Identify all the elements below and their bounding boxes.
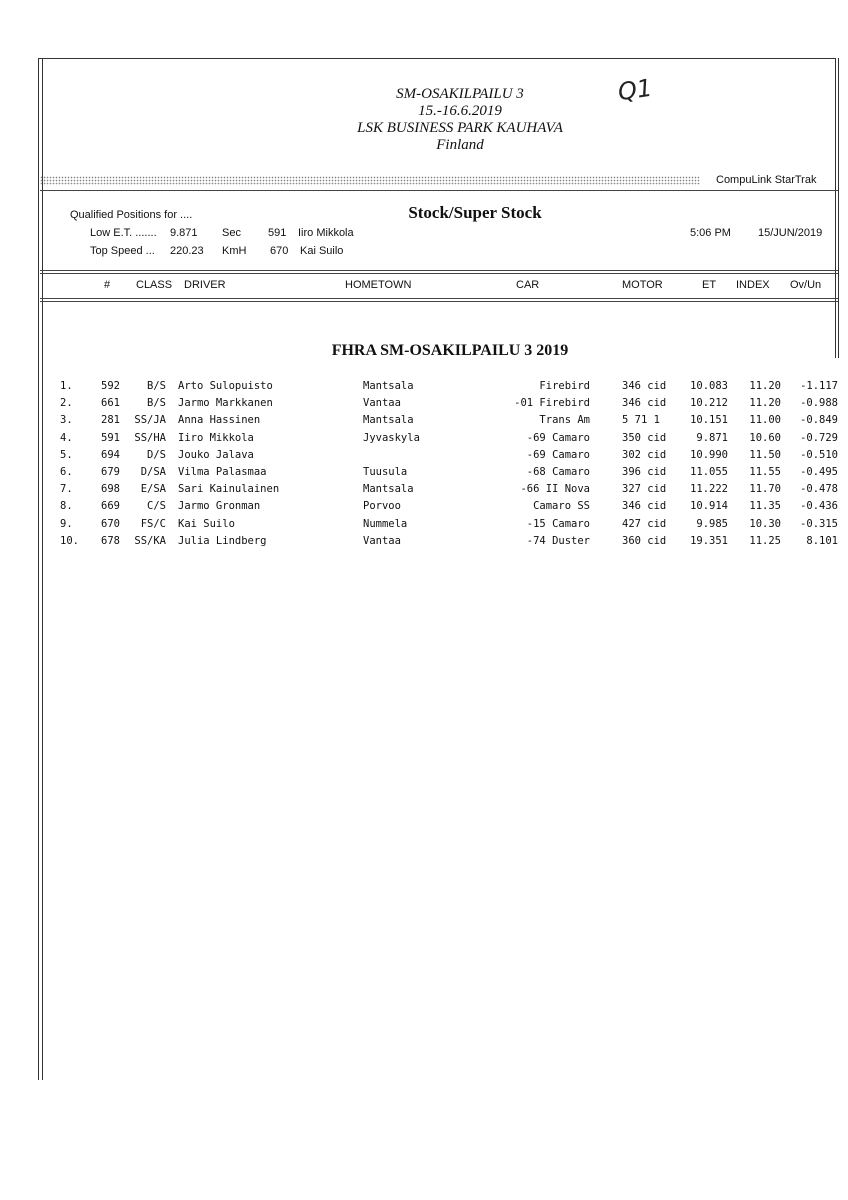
col-header-ovun: Ov/Un bbox=[790, 279, 822, 291]
cell-motor: 5 71 1 bbox=[622, 414, 660, 427]
cell-ovun: -0.478 bbox=[800, 483, 838, 496]
results-table bbox=[0, 380, 848, 552]
cell-driver: Jouko Jalava bbox=[178, 448, 254, 461]
cell-driver: Vilma Palasmaa bbox=[178, 465, 267, 478]
event-country: Finland bbox=[436, 137, 484, 153]
cell-car: Trans Am bbox=[539, 414, 590, 427]
cell-et: 10.151 bbox=[690, 414, 728, 427]
cell-ovun: -0.988 bbox=[800, 397, 838, 410]
cell-index: 11.70 bbox=[749, 483, 781, 496]
cell-number: 679 bbox=[101, 465, 120, 478]
cell-class: D/SA bbox=[140, 465, 166, 478]
cell-pos: 3. bbox=[60, 414, 73, 427]
col-header-car: CAR bbox=[516, 279, 540, 291]
cell-et: 10.083 bbox=[690, 380, 728, 392]
cell-hometown: Porvoo bbox=[363, 500, 401, 513]
cell-number: 698 bbox=[101, 483, 120, 496]
cell-class: SS/JA bbox=[134, 414, 166, 427]
cell-et: 11.222 bbox=[690, 483, 728, 496]
cell-index: 11.25 bbox=[749, 534, 781, 547]
handwritten-note: Q1 bbox=[616, 73, 654, 107]
cell-motor: 302 cid bbox=[622, 448, 667, 461]
frame-right-outer bbox=[835, 58, 836, 358]
cell-number: 669 bbox=[101, 500, 120, 513]
cell-index: 11.20 bbox=[749, 380, 781, 392]
cell-et: 19.351 bbox=[690, 534, 728, 547]
cell-hometown: Vantaa bbox=[363, 534, 401, 547]
top-speed-driver: Kai Suilo bbox=[300, 245, 344, 257]
cell-ovun: -0.436 bbox=[800, 500, 838, 513]
cell-hometown: Jyvaskyla bbox=[363, 431, 420, 444]
cell-car: -69 Camaro bbox=[526, 431, 590, 444]
report-date: 15/JUN/2019 bbox=[758, 227, 823, 239]
cell-number: 281 bbox=[101, 414, 120, 427]
cell-car: -01 Firebird bbox=[514, 397, 590, 410]
cell-pos: 4. bbox=[60, 431, 73, 444]
col-header-hometown: HOMETOWN bbox=[345, 279, 412, 291]
cell-ovun: -0.849 bbox=[800, 414, 838, 427]
cell-hometown: Nummela bbox=[363, 517, 408, 530]
table-row bbox=[0, 432, 848, 449]
table-row bbox=[0, 518, 848, 535]
cell-hometown: Tuusula bbox=[363, 465, 408, 478]
dotted-separator bbox=[40, 176, 700, 185]
cell-et: 11.055 bbox=[690, 465, 728, 478]
table-row bbox=[0, 466, 848, 483]
cell-ovun: -0.510 bbox=[800, 448, 838, 461]
cell-motor: 350 cid bbox=[622, 431, 667, 444]
cell-car: -68 Camaro bbox=[526, 465, 590, 478]
event-dates: 15.-16.6.2019 bbox=[418, 103, 502, 119]
frame-top bbox=[38, 58, 835, 59]
event-name: SM-OSAKILPAILU 3 bbox=[396, 86, 524, 102]
cell-ovun: -0.729 bbox=[800, 431, 838, 444]
divider-top bbox=[40, 190, 838, 191]
qualified-label: Qualified Positions for .... bbox=[70, 209, 193, 221]
cell-ovun: -0.315 bbox=[800, 517, 838, 530]
cell-pos: 9. bbox=[60, 517, 73, 530]
cell-car: Camaro SS bbox=[533, 500, 590, 513]
cell-driver: Julia Lindberg bbox=[178, 534, 267, 547]
cell-motor: 346 cid bbox=[622, 397, 667, 410]
cell-et: 9.871 bbox=[696, 431, 728, 444]
cell-pos: 1. bbox=[60, 380, 73, 392]
cell-index: 11.20 bbox=[749, 397, 781, 410]
cell-motor: 396 cid bbox=[622, 465, 667, 478]
cell-pos: 7. bbox=[60, 483, 73, 496]
cell-index: 11.00 bbox=[749, 414, 781, 427]
table-row bbox=[0, 397, 848, 414]
cell-pos: 8. bbox=[60, 500, 73, 513]
table-row bbox=[0, 500, 848, 517]
cell-ovun: 8.101 bbox=[806, 534, 838, 547]
cell-et: 10.990 bbox=[690, 448, 728, 461]
cell-pos: 6. bbox=[60, 465, 73, 478]
cell-number: 592 bbox=[101, 380, 120, 392]
cell-number: 661 bbox=[101, 397, 120, 410]
cell-hometown: Mantsala bbox=[363, 483, 414, 496]
low-et-label: Low E.T. ....... bbox=[90, 227, 157, 239]
system-label: CompuLink StarTrak bbox=[716, 174, 817, 186]
table-row bbox=[0, 380, 848, 397]
low-et-unit: Sec bbox=[222, 227, 241, 239]
cell-class: SS/HA bbox=[134, 431, 166, 444]
low-et-car-number: 591 bbox=[268, 227, 287, 239]
table-row bbox=[0, 449, 848, 466]
cell-ovun: -0.495 bbox=[800, 465, 838, 478]
cell-driver: Sari Kainulainen bbox=[178, 483, 280, 496]
frame-left-inner bbox=[42, 58, 43, 1080]
cell-class: E/SA bbox=[140, 483, 166, 496]
cell-class: B/S bbox=[147, 397, 166, 410]
cell-motor: 360 cid bbox=[622, 534, 667, 547]
cell-motor: 346 cid bbox=[622, 500, 667, 513]
top-speed-label: Top Speed ... bbox=[90, 245, 155, 257]
cell-index: 10.60 bbox=[749, 431, 781, 444]
low-et-value: 9.871 bbox=[170, 227, 198, 239]
cell-class: D/S bbox=[147, 448, 166, 461]
cell-driver: Iiro Mikkola bbox=[178, 431, 254, 444]
col-header-number: # bbox=[104, 279, 111, 291]
cell-car: -74 Duster bbox=[526, 534, 590, 547]
cell-driver: Arto Sulopuisto bbox=[178, 380, 273, 392]
class-title: Stock/Super Stock bbox=[408, 203, 542, 222]
top-speed-value: 220.23 bbox=[170, 245, 204, 257]
cell-motor: 327 cid bbox=[622, 483, 667, 496]
low-et-driver: Iiro Mikkola bbox=[298, 227, 354, 239]
cell-class: SS/KA bbox=[134, 534, 166, 547]
cell-driver: Kai Suilo bbox=[178, 517, 235, 530]
frame-right-inner bbox=[838, 58, 839, 358]
col-header-class: CLASS bbox=[136, 279, 173, 291]
frame-left-outer bbox=[38, 58, 39, 1080]
table-row bbox=[0, 414, 848, 431]
cell-car: Firebird bbox=[539, 380, 590, 392]
table-row bbox=[0, 483, 848, 500]
cell-driver: Jarmo Gronman bbox=[178, 500, 261, 513]
cell-pos: 2. bbox=[60, 397, 73, 410]
cell-hometown: Mantsala bbox=[363, 380, 414, 392]
cell-index: 11.55 bbox=[749, 465, 781, 478]
cell-number: 678 bbox=[101, 534, 120, 547]
divider-header-top bbox=[40, 270, 838, 274]
col-header-index: INDEX bbox=[736, 279, 770, 291]
cell-pos: 10. bbox=[60, 534, 79, 547]
cell-driver: Jarmo Markkanen bbox=[178, 397, 273, 410]
cell-class: C/S bbox=[147, 500, 166, 513]
top-speed-car-number: 670 bbox=[270, 245, 289, 257]
cell-driver: Anna Hassinen bbox=[178, 414, 261, 427]
cell-pos: 5. bbox=[60, 448, 73, 461]
report-time: 5:06 PM bbox=[690, 227, 731, 239]
table-row bbox=[0, 535, 848, 552]
heat-title: FHRA SM-OSAKILPAILU 3 2019 bbox=[331, 342, 569, 359]
col-header-driver: DRIVER bbox=[184, 279, 226, 291]
cell-index: 10.30 bbox=[749, 517, 781, 530]
cell-hometown: Vantaa bbox=[363, 397, 401, 410]
col-header-et: ET bbox=[702, 279, 717, 291]
cell-car: -69 Camaro bbox=[526, 448, 590, 461]
cell-class: B/S bbox=[147, 380, 166, 392]
col-header-motor: MOTOR bbox=[622, 279, 663, 291]
cell-hometown: Mantsala bbox=[363, 414, 414, 427]
cell-car: -66 II Nova bbox=[520, 483, 590, 496]
divider-header-bottom bbox=[40, 298, 838, 302]
cell-motor: 346 cid bbox=[622, 380, 667, 392]
cell-index: 11.35 bbox=[749, 500, 781, 513]
cell-index: 11.50 bbox=[749, 448, 781, 461]
cell-et: 9.985 bbox=[696, 517, 728, 530]
cell-class: FS/C bbox=[140, 517, 166, 530]
cell-ovun: -1.117 bbox=[800, 380, 838, 392]
cell-et: 10.212 bbox=[690, 397, 728, 410]
cell-motor: 427 cid bbox=[622, 517, 667, 530]
event-venue: LSK BUSINESS PARK KAUHAVA bbox=[357, 120, 563, 136]
cell-et: 10.914 bbox=[690, 500, 728, 513]
cell-number: 591 bbox=[101, 431, 120, 444]
cell-car: -15 Camaro bbox=[526, 517, 590, 530]
top-speed-unit: KmH bbox=[222, 245, 247, 257]
cell-number: 670 bbox=[101, 517, 120, 530]
cell-number: 694 bbox=[101, 448, 120, 461]
